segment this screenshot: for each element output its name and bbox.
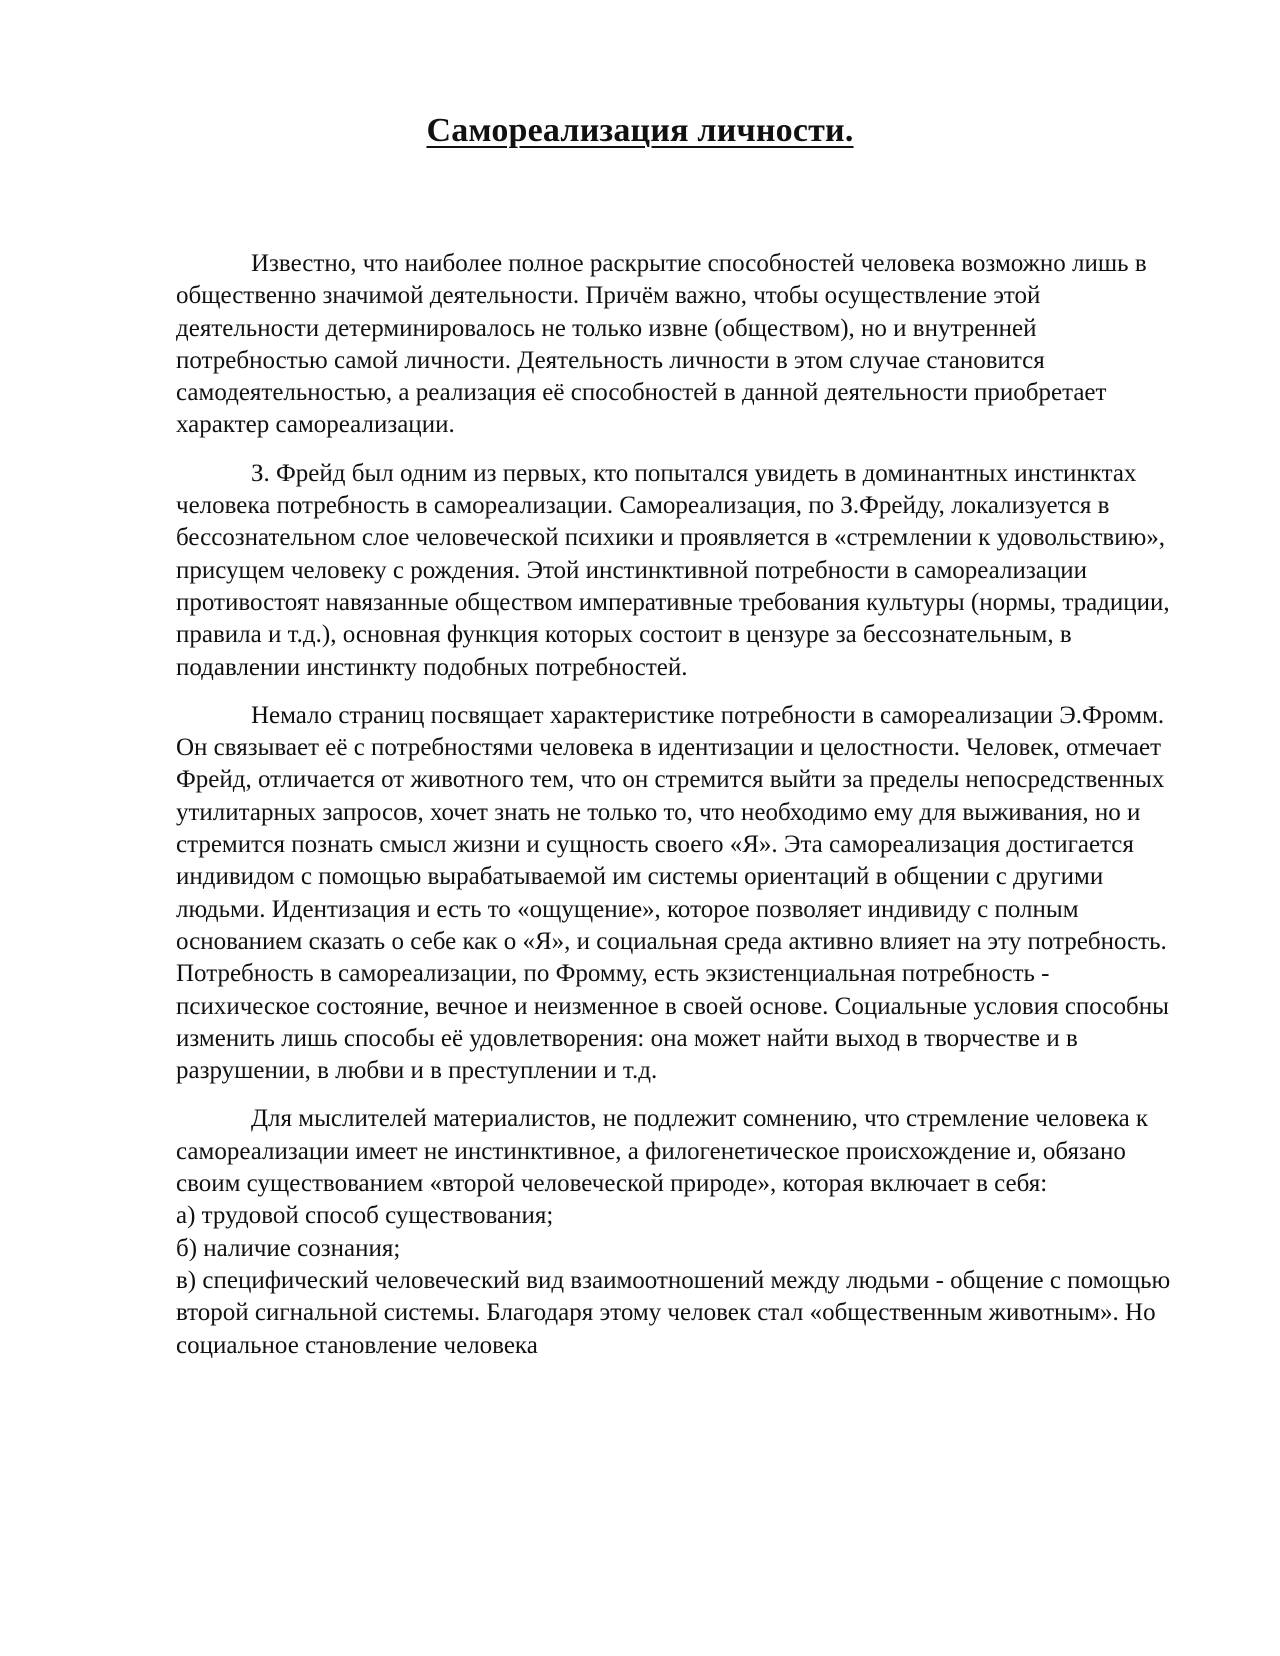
- paragraph-2: З. Фрейд был одним из первых, кто попытался увидеть в доминантных инстинктах человека потребность в самореализации. Самореализация, по З.Фрейду, локализуется в бессознательном слое человеческой психики и проявляется в «стремлении к удовольствию», присущем человеку с рождения. Этой инстинктивной потребности в самореализации противостоят навязанные обществом императивные требования культуры (нормы, традиции, правила и т.д.), основная функция которых состоит в цензуре за бессознательным, в подавлении инстинкту подобных потребностей.: [176, 459, 1170, 681]
- paragraph-1: Известно, что наиболее полное раскрытие способностей человека возможно лишь в общественно значимой деятельности. Причём важно, чтобы осуществление этой деятельности детерминировалось не только извне (обществом), но и внутренней потребностью самой личности. Деятельность личности в этом случае становится самодеятельностью, а реализация её способностей в данной деятельности приобретает характер самореализации.: [176, 250, 1147, 439]
- paragraph-4: Для мыслителей материалистов, не подлежит сомнению, что стремление человека к самореализации имеет не инстинктивное, а филогенетическое происхождение и, обязано своим существованием «второй человеческой природе», которая включает в себя:: [176, 1105, 1149, 1198]
- list-item-a: а) трудовой способ существования;: [176, 1202, 554, 1230]
- paragraph-3: Немало страниц посвящает характеристике потребности в самореализации Э.Фромм. Он связывает её с потребностями человека в идентизации и целостности. Человек, отмечает Фрейд, отличается от животного тем, что он стремится выйти за пределы непосредственных утилитарных запросов, хочет знать не только то, что необходимо ему для выживания, но и стремится познать смысл жизни и сущность своего «Я». Эта самореализация достигается индивидом с помощью вырабатываемой им системы ориентаций в общении с другими людьми. Идентизация и есть то «ощущение», которое позволяет индивиду с полным основанием сказать о себе как о «Я», и социальная среда активно влияет на эту потребность. Потребность в самореализации, по Фромму, есть экзистенциальная потребность - психическое состояние, вечное и неизменное в своей основе. Социальные условия способны изменить лишь способы её удовлетворения: она может найти выход в творчестве и в разрушении, в любви и в преступлении и т.д.: [176, 701, 1169, 1085]
- list-item-b: б) наличие сознания;: [176, 1234, 401, 1262]
- page-title: [0, 112, 1280, 150]
- list-item-c: в) специфический человеческий вид взаимоотношений между людьми - общение с помощью второй сигнальной системы. Благодаря этому человек стал «общественным животным». Но социальное становление человека: [176, 1266, 1171, 1359]
- document-body: [176, 248, 1186, 1362]
- title-text: Самореализация личности.: [426, 112, 854, 149]
